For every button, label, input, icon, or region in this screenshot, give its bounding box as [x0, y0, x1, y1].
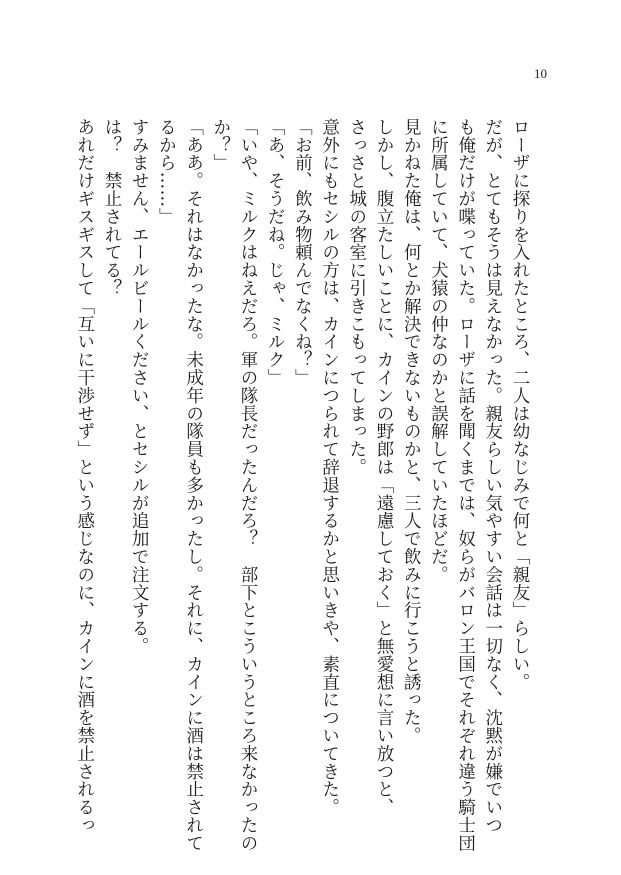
text-line: は？ 禁止されてる？	[101, 118, 122, 297]
text-line: 見かねた俺は、何とか解決できないものかと、三人で飲みに行こうと誘った。	[401, 118, 422, 745]
text-line: に所属していて、犬猿の仲なのかと誤解していたほどだ。	[428, 118, 449, 584]
text-line: 「ああ。それはなかったな。未成年の隊員も多かったし。それに、カインに酒は禁止されて	[183, 118, 204, 852]
text-line: さっさと城の客室に引きこもってしまった。	[346, 118, 367, 476]
text-line: あれだけギスギスして「互いに干渉せず」という感じなのに、カインに酒を禁止されるっ	[74, 118, 95, 834]
text-line: 意外にもセシルの方は、カインにつられて辞退するかと思いきや、素直についてきた。	[319, 118, 340, 817]
text-line: 「いや、ミルクはねえだろ。軍の隊長だったんだろ？ 部下とこういうところ来なかったの	[237, 118, 258, 852]
text-line: だが、とてもそうは見えなかった。親友らしい気やすい会話は一切なく、沈黙が嫌でいつ	[482, 118, 503, 834]
text-line: か？」	[210, 118, 231, 172]
text-line: も俺だけが喋っていた。ローザに話を聞くまでは、奴らがバロン王国でそれぞれ違う騎士団	[455, 118, 476, 852]
text-line: るから……」	[156, 118, 177, 226]
text-line: しかし、腹立たしいことに、カインの野郎は「遠慮しておく」と無愛想に言い放つと、	[373, 118, 394, 817]
text-line: 「あ、そうだね。じゃ、ミルク」	[265, 118, 286, 387]
page-number: 10	[534, 66, 547, 81]
text-line: ローザに探りを入れたところ、二人は幼なじみで何と「親友」らしい。	[510, 118, 530, 691]
text-line: すみません、エールビールください、とセシルが追加で注文する。	[129, 118, 150, 655]
vertical-text-body	[71, 118, 533, 852]
text-line: 「お前、飲み物頼んでなくね？」	[292, 118, 313, 387]
